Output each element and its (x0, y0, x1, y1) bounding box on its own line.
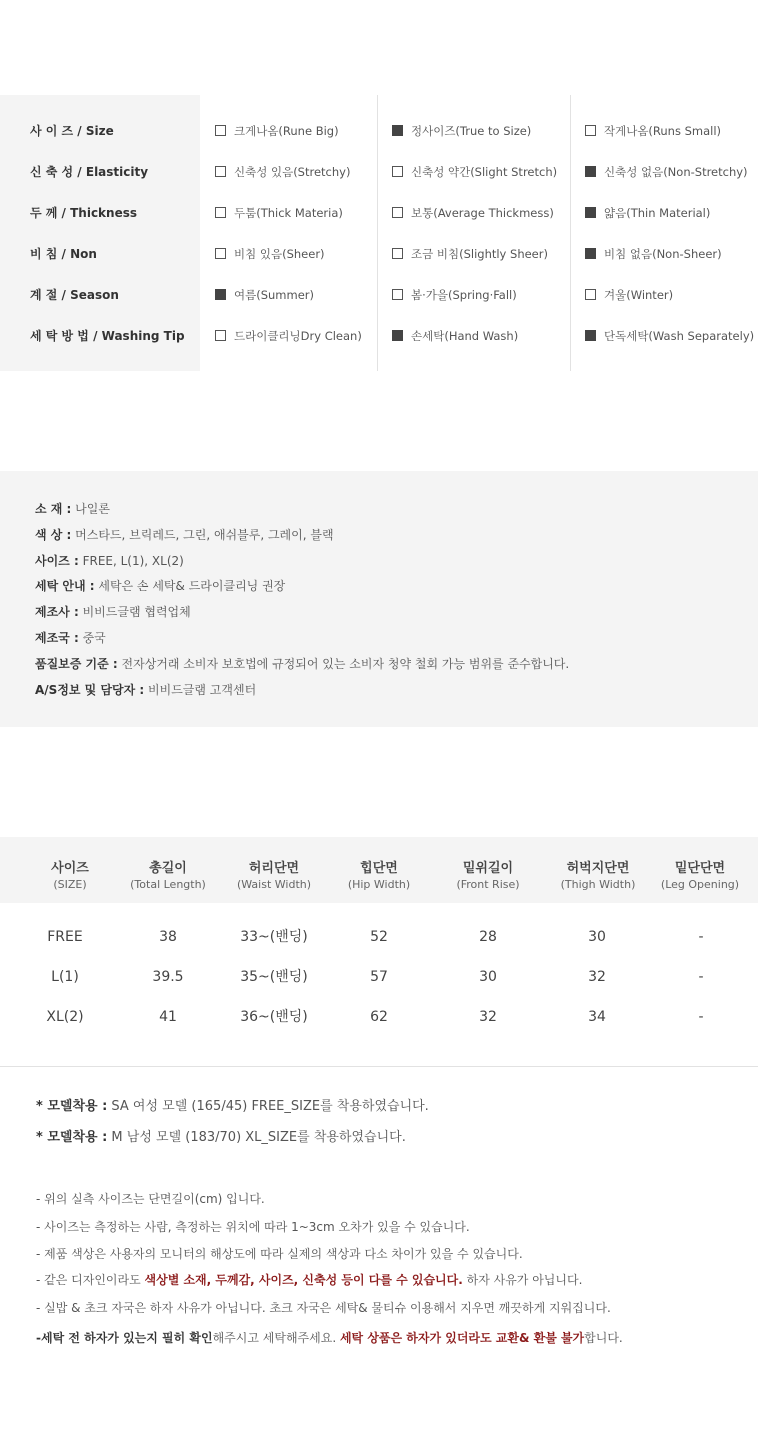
header-total-length: 총길이 (Total Length) (130, 861, 206, 891)
table-cell: 41 (159, 1009, 177, 1025)
attribute-label: 계 절 / Season (30, 288, 119, 302)
info-quality: 품질보증 기준 : 전자상거래 소비자 보호법에 규정되어 있는 소비자 청약 철회 가능 범위를 준수합니다. (35, 657, 570, 671)
attribute-table (0, 95, 758, 371)
table-cell: 57 (370, 969, 388, 985)
table-cell: XL(2) (46, 1009, 84, 1025)
checkbox-checked-icon (215, 289, 226, 300)
header-size: 사이즈 (SIZE) (51, 861, 89, 891)
table-cell: 34 (588, 1009, 606, 1025)
checkbox-icon (215, 330, 226, 341)
checkbox-checked-icon (585, 248, 596, 259)
note-color: - 제품 색상은 사용자의 모니터의 해상도에 따라 실제의 색상과 다소 차이가 있을 수 있습니다. (36, 1247, 523, 1261)
table-cell: 33~(밴딩) (240, 929, 308, 945)
table-cell: 35~(밴딩) (240, 969, 308, 985)
checkbox-icon (392, 166, 403, 177)
info-washing: 세탁 안내 : 세탁은 손 세탁& 드라이클리닝 권장 (35, 579, 286, 593)
checkbox-checked-icon (585, 166, 596, 177)
table-cell: 32 (479, 1009, 497, 1025)
checkbox-icon (392, 207, 403, 218)
note-design: - 같은 디자인이라도 색상별 소재, 두께감, 사이즈, 신축성 등이 다를 수 있습니다. 하자 사유가 아닙니다. (36, 1273, 583, 1287)
checkbox-checked-icon (392, 330, 403, 341)
table-cell: 32 (588, 969, 606, 985)
attribute-row-season: 계 절 / Season 여름(Summer) 봄·가을(Spring·Fall) 겨울(Winter) (30, 288, 674, 302)
table-cell: 36~(밴딩) (240, 1009, 308, 1025)
info-material: 소 재 : 나일론 (35, 502, 110, 516)
attribute-label: 신 축 성 / Elasticity (30, 165, 149, 179)
table-cell: 39.5 (152, 969, 184, 985)
attribute-row-thickness: 두 께 / Thickness 두툼(Thick Materia) 보통(Average Thickmess) 얇음(Thin Material) (30, 206, 711, 220)
attribute-row-size: 사 이 즈 / Size 크게나옴(Rune Big) 정사이즈(True to Size) 작게나옴(Runs Small) (30, 124, 722, 138)
header-leg-opening: 밑단단면 (Leg Opening) (660, 861, 740, 891)
attribute-label: 세 탁 방 법 / Washing Tip (30, 329, 185, 343)
attribute-label: 비 침 / Non (30, 247, 97, 261)
note-tolerance: - 사이즈는 측정하는 사람, 측정하는 위치에 따라 1~3cm 오차가 있을 수 있습니다. (36, 1220, 470, 1234)
table-cell: 52 (370, 929, 388, 945)
checkbox-icon (215, 207, 226, 218)
table-divider (0, 1066, 758, 1067)
info-as: A/S정보 및 담당자 : 비비드글램 고객센터 (35, 683, 257, 697)
table-cell: - (698, 969, 704, 985)
model-info-male: * 모델착용 : M 남성 모델 (183/70) XL_SIZE를 착용하였습니다. (36, 1130, 406, 1145)
note-measurement: - 위의 실측 사이즈는 단면길이(cm) 입니다. (36, 1192, 265, 1206)
attribute-row-washing: 세 탁 방 법 / Washing Tip 드라이클리닝Dry Clean) 손세탁(Hand Wash) 단독세탁(Wash Separately) (30, 329, 755, 343)
info-country: 제조국 : 중국 (35, 631, 106, 645)
info-manufacturer: 제조사 : 비비드글램 협력업체 (35, 605, 191, 619)
header-waist: 허리단면 (Waist Width) (236, 861, 312, 891)
checkbox-icon (215, 166, 226, 177)
checkbox-icon (585, 125, 596, 136)
table-cell: - (698, 929, 704, 945)
table-cell: 30 (588, 929, 606, 945)
checkbox-icon (215, 248, 226, 259)
table-cell: 28 (479, 929, 497, 945)
checkbox-checked-icon (585, 207, 596, 218)
header-thigh: 허벅지단면 (Thigh Width) (560, 861, 636, 891)
checkbox-icon (215, 125, 226, 136)
checkbox-checked-icon (585, 330, 596, 341)
note-washing-warning: -세탁 전 하자가 있는지 필히 확인해주시고 세탁해주세요. 세탁 상품은 하자가 있더라도 교환& 환불 불가합니다. (36, 1331, 623, 1345)
table-cell: - (698, 1009, 704, 1025)
attribute-label: 사 이 즈 / Size (30, 124, 114, 138)
attribute-row-sheer: 비 침 / Non 비침 있음(Sheer) 조금 비침(Slightly Sheer) 비침 없음(Non-Sheer) (30, 247, 722, 261)
checkbox-icon (585, 289, 596, 300)
header-front-rise: 밑위길이 (Front Rise) (456, 861, 520, 891)
checkbox-icon (392, 289, 403, 300)
attribute-row-elasticity: 신 축 성 / Elasticity 신축성 있음(Stretchy) 신축성 약간(Slight Stretch) 신축성 없음(Non-Stretchy) (30, 165, 748, 179)
table-cell: 38 (159, 929, 177, 945)
note-chalk: - 실밥 & 초크 자국은 하자 사유가 아닙니다. 초크 자국은 세탁& 물티슈 이용해서 지우면 깨끗하게 지워집니다. (36, 1301, 611, 1315)
model-info-female: * 모델착용 : SA 여성 모델 (165/45) FREE_SIZE를 착용하였습니다. (36, 1099, 429, 1114)
product-info-box (0, 471, 758, 727)
size-table-header (0, 837, 758, 903)
table-cell: L(1) (51, 969, 79, 985)
header-hip: 힙단면 (Hip Width) (347, 861, 411, 891)
info-size: 사이즈 : FREE, L(1), XL(2) (35, 554, 184, 568)
table-cell: FREE (47, 929, 83, 945)
table-cell: 62 (370, 1009, 388, 1025)
checkbox-icon (392, 248, 403, 259)
checkbox-checked-icon (392, 125, 403, 136)
info-color: 색 상 : 머스타드, 브릭레드, 그린, 애쉬블루, 그레이, 블랙 (35, 528, 334, 542)
table-cell: 30 (479, 969, 497, 985)
attribute-label: 두 께 / Thickness (30, 206, 138, 220)
